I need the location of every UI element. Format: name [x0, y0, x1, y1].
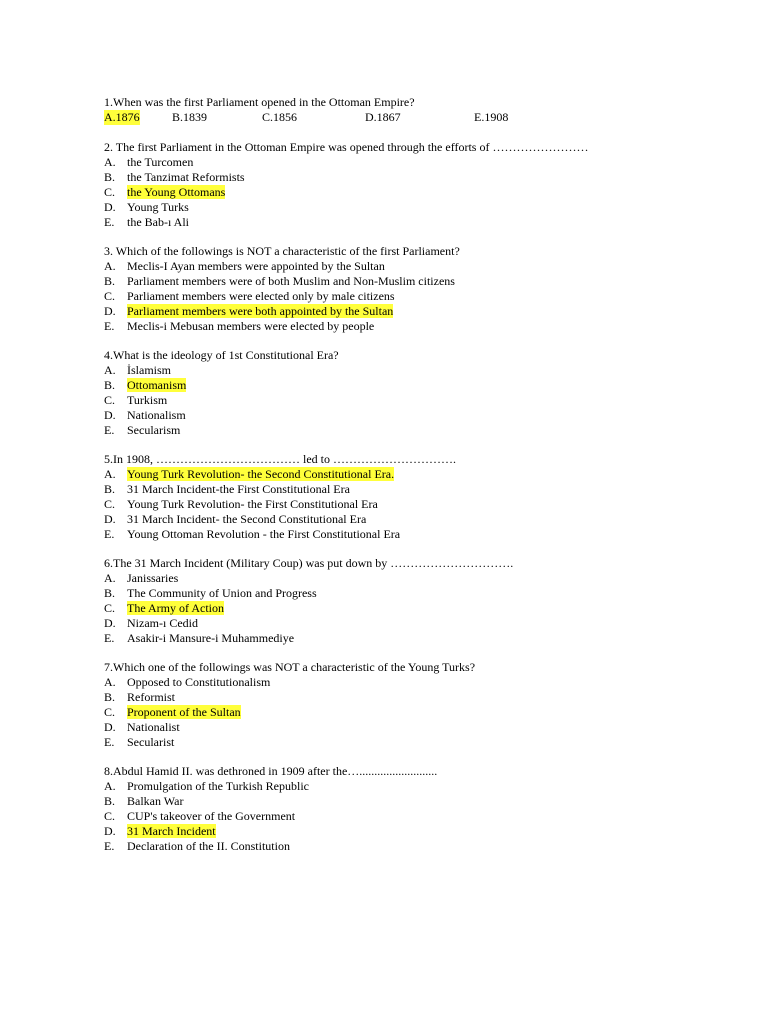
question-3-options: [104, 259, 724, 334]
question-2-option-d: D. Young Turks: [104, 200, 189, 214]
question-4-option-e: E. Secularism: [104, 423, 181, 437]
question-3: [104, 244, 724, 334]
question-7-option-b: B. Reformist: [104, 690, 175, 704]
question-5-options: [104, 467, 724, 542]
question-3-option-e: E. Meclis-i Mebusan members were elected by people: [104, 319, 375, 333]
question-6-options: [104, 571, 724, 646]
question-5-option-b: B. 31 March Incident-the First Constitutional Era: [104, 482, 350, 496]
question-6-option-b: B. The Community of Union and Progress: [104, 586, 317, 600]
question-3-option-b: B. Parliament members were of both Muslim and Non-Muslim citizens: [104, 274, 455, 288]
question-8-option-a: A. Promulgation of the Turkish Republic: [104, 779, 310, 793]
question-3-option-a: A. Meclis-I Ayan members were appointed by the Sultan: [104, 259, 385, 273]
question-4-option-b: B. Ottomanism: [104, 378, 187, 392]
question-8: [104, 764, 724, 854]
question-7-option-e: E. Secularist: [104, 735, 175, 749]
question-7-option-a: A. Opposed to Constitutionalism: [104, 675, 271, 689]
question-4-text: 4.What is the ideology of 1st Constitutional Era?: [104, 348, 339, 362]
question-1-option-b: B.1839: [172, 110, 208, 124]
question-1-options: [104, 110, 724, 125]
question-1-option-c: C.1856: [262, 110, 298, 124]
question-5: [104, 452, 724, 542]
question-7: [104, 660, 724, 750]
question-8-option-d: D. 31 March Incident: [104, 824, 216, 838]
question-5-option-d: D. 31 March Incident- the Second Constitutional Era: [104, 512, 367, 526]
question-4-option-a: A. İslamism: [104, 363, 171, 377]
question-1-option-d: D.1867: [365, 110, 401, 124]
question-2-options: [104, 155, 724, 230]
question-2-option-b: B. the Tanzimat Reformists: [104, 170, 245, 184]
question-7-options: [104, 675, 724, 750]
question-4-options: [104, 363, 724, 438]
question-6-option-c: C. The Army of Action: [104, 601, 224, 615]
question-7-option-d: D. Nationalist: [104, 720, 180, 734]
question-1-option-e: E.1908: [474, 110, 509, 124]
question-6-option-a: A. Janissaries: [104, 571, 179, 585]
question-8-option-b: B. Balkan War: [104, 794, 184, 808]
question-8-option-e: E. Declaration of the II. Constitution: [104, 839, 290, 853]
question-2-option-a: A. the Turcomen: [104, 155, 194, 169]
question-6-text: 6.The 31 March Incident (Military Coup) was put down by ………………………….: [104, 556, 514, 570]
question-5-text: 5.In 1908, ……………………………… led to ………………………….: [104, 452, 456, 466]
question-5-option-c: C. Young Turk Revolution- the First Constitutional Era: [104, 497, 378, 511]
question-5-option-e: E. Young Ottoman Revolution - the First Constitutional Era: [104, 527, 401, 541]
question-4-option-d: D. Nationalism: [104, 408, 186, 422]
question-3-option-c: C. Parliament members were elected only by male citizens: [104, 289, 395, 303]
question-1-option-a: A.1876: [104, 110, 140, 124]
question-3-option-d: D. Parliament members were both appointed by the Sultan: [104, 304, 394, 318]
question-8-text: 8.Abdul Hamid II. was dethroned in 1909 after the…..........................: [104, 764, 438, 778]
question-4: [104, 348, 724, 438]
question-6-option-d: D. Nizam-ı Cedid: [104, 616, 198, 630]
question-8-option-c: C. CUP's takeover of the Government: [104, 809, 296, 823]
question-1-text: 1.When was the first Parliament opened in the Ottoman Empire?: [104, 95, 415, 109]
question-2-option-c: C. the Young Ottomans: [104, 185, 226, 199]
question-8-options: [104, 779, 724, 854]
question-2: [104, 140, 724, 230]
question-6: [104, 556, 724, 646]
question-3-text: 3. Which of the followings is NOT a characteristic of the first Parliament?: [104, 244, 460, 258]
question-1: [104, 95, 724, 125]
question-5-option-a: A. Young Turk Revolution- the Second Constitutional Era.: [104, 467, 395, 481]
question-7-option-c: C. Proponent of the Sultan: [104, 705, 241, 719]
question-4-option-c: C. Turkism: [104, 393, 168, 407]
question-7-text: 7.Which one of the followings was NOT a characteristic of the Young Turks?: [104, 660, 476, 674]
question-2-option-e: E. the Bab-ı Ali: [104, 215, 189, 229]
question-2-text: 2. The first Parliament in the Ottoman Empire was opened through the efforts of ……………………: [104, 140, 589, 154]
question-6-option-e: E. Asakir-i Mansure-i Muhammediye: [104, 631, 295, 645]
